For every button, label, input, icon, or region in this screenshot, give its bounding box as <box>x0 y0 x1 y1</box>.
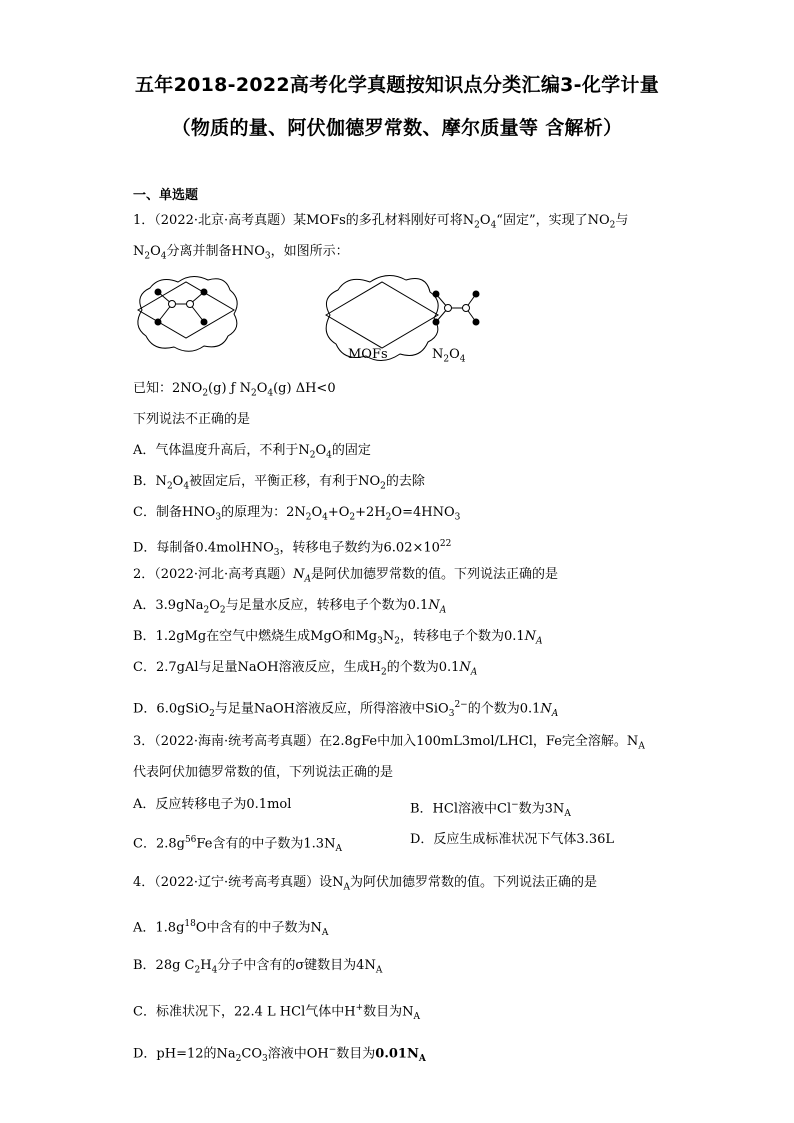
q1-stem-line1: 1．（2022·北京·高考真题）某MOFs的多孔材料刚好可将$N_2O_4“$固定”，实现了$NO_2$与 <box>133 213 629 231</box>
mofs-with-n2o4-figure <box>138 276 237 351</box>
document-title-line1: 五年2018-2022高考化学真题按知识点分类汇编3-化学计量 <box>134 74 660 96</box>
q4-option-b[interactable]: B．28g $C_2H_4$分子中含有的σ键数目为$4N_A$ <box>133 958 383 976</box>
label-mofs: MOFs <box>348 347 388 362</box>
q3-stem-line2: 代表阿伏加德罗常数的值，下列说法正确的是 <box>133 765 394 780</box>
q2-option-d[interactable]: D．6.0gSiO$_2$与足量NaOH溶液反应，所得溶液中SiO$_3^{2-}$的个数为$0.1N_A$ <box>133 700 559 719</box>
label-n2o4: $N_2O_4$ <box>432 347 466 365</box>
q3-option-d[interactable]: D．反应生成标准状况下气体3.36L <box>410 832 615 847</box>
q1-prompt: 下列说法不正确的是 <box>133 412 251 427</box>
q4-stem: 4．（2022·辽宁·统考高考真题）设$N_A$为阿伏加德罗常数的值。下列说法正确的是 <box>133 875 598 893</box>
q4-option-c[interactable]: C．标准状况下，22.4 L HCl气体中H+数目为$N_A$ <box>133 1003 421 1022</box>
q1-option-d[interactable]: D．每制备0.4molHNO$_3$，转移电子数约为$6.02\times 10^{22}$ <box>133 539 452 558</box>
q3-stem-line1: 3．（2022·海南·统考高考真题）在2.8gFe中加入100mL3mol/LHCl，Fe完全溶解。$N_A$ <box>133 734 645 752</box>
section-heading: 一、单选题 <box>133 188 199 203</box>
q1-option-a[interactable]: A．气体温度升高后，不利于$N_2O_4$的固定 <box>133 443 371 461</box>
q1-stem-line2: $N_2O_4$分离并制备$HNO_3$，如图所示： <box>133 244 349 262</box>
document-title-line2: （物质的量、阿伏伽德罗常数、摩尔质量等 含解析） <box>171 117 623 139</box>
q2-option-c[interactable]: C．2.7gAl与足量NaOH溶液反应，生成$H_2$的个数为$0.1N_A$ <box>133 660 478 678</box>
q2-stem: 2．（2022·河北·高考真题）$N_A$是阿伏加德罗常数的值。下列说法正确的是 <box>133 567 559 585</box>
q3-option-b[interactable]: B．HCl溶液中Cl−数为$3N_A$ <box>410 800 571 819</box>
q3-option-c[interactable]: C．$2.8g^{56}Fe$含有的中子数为$1.3N_A$ <box>133 835 342 854</box>
n2o4-molecule-figure <box>433 291 480 326</box>
q4-option-a[interactable]: A．$1.8g^{18}O$中含有的中子数为$N_A$ <box>133 919 329 938</box>
q4-option-d[interactable]: D．pH=12的$Na_2CO_3$溶液中OH−数目为$0.01N_A$ <box>133 1045 426 1064</box>
q1-option-c[interactable]: C．制备$HNO_3$的原理为：$2N_2O_4+O_2+2H_2O=4HNO_3$ <box>133 505 461 523</box>
q1-known-equation: 已知：$2NO_2(g)$ ƒ $N_2O_4(g)$ ΔH<0 <box>133 381 336 399</box>
q3-option-a[interactable]: A．反应转移电子为0.1mol <box>133 797 292 812</box>
q2-option-a[interactable]: A．$3.9gNa_2O_2$与足量水反应，转移电子个数为$0.1N_A$ <box>133 598 447 616</box>
q2-option-b[interactable]: B．1.2gMg在空气中燃烧生成MgO和$Mg_3N_2$，转移电子个数为$0.1N_A$ <box>133 629 543 647</box>
q1-option-b[interactable]: B．$N_2O_4$被固定后，平衡正移，有利于$NO_2$的去除 <box>133 474 425 492</box>
